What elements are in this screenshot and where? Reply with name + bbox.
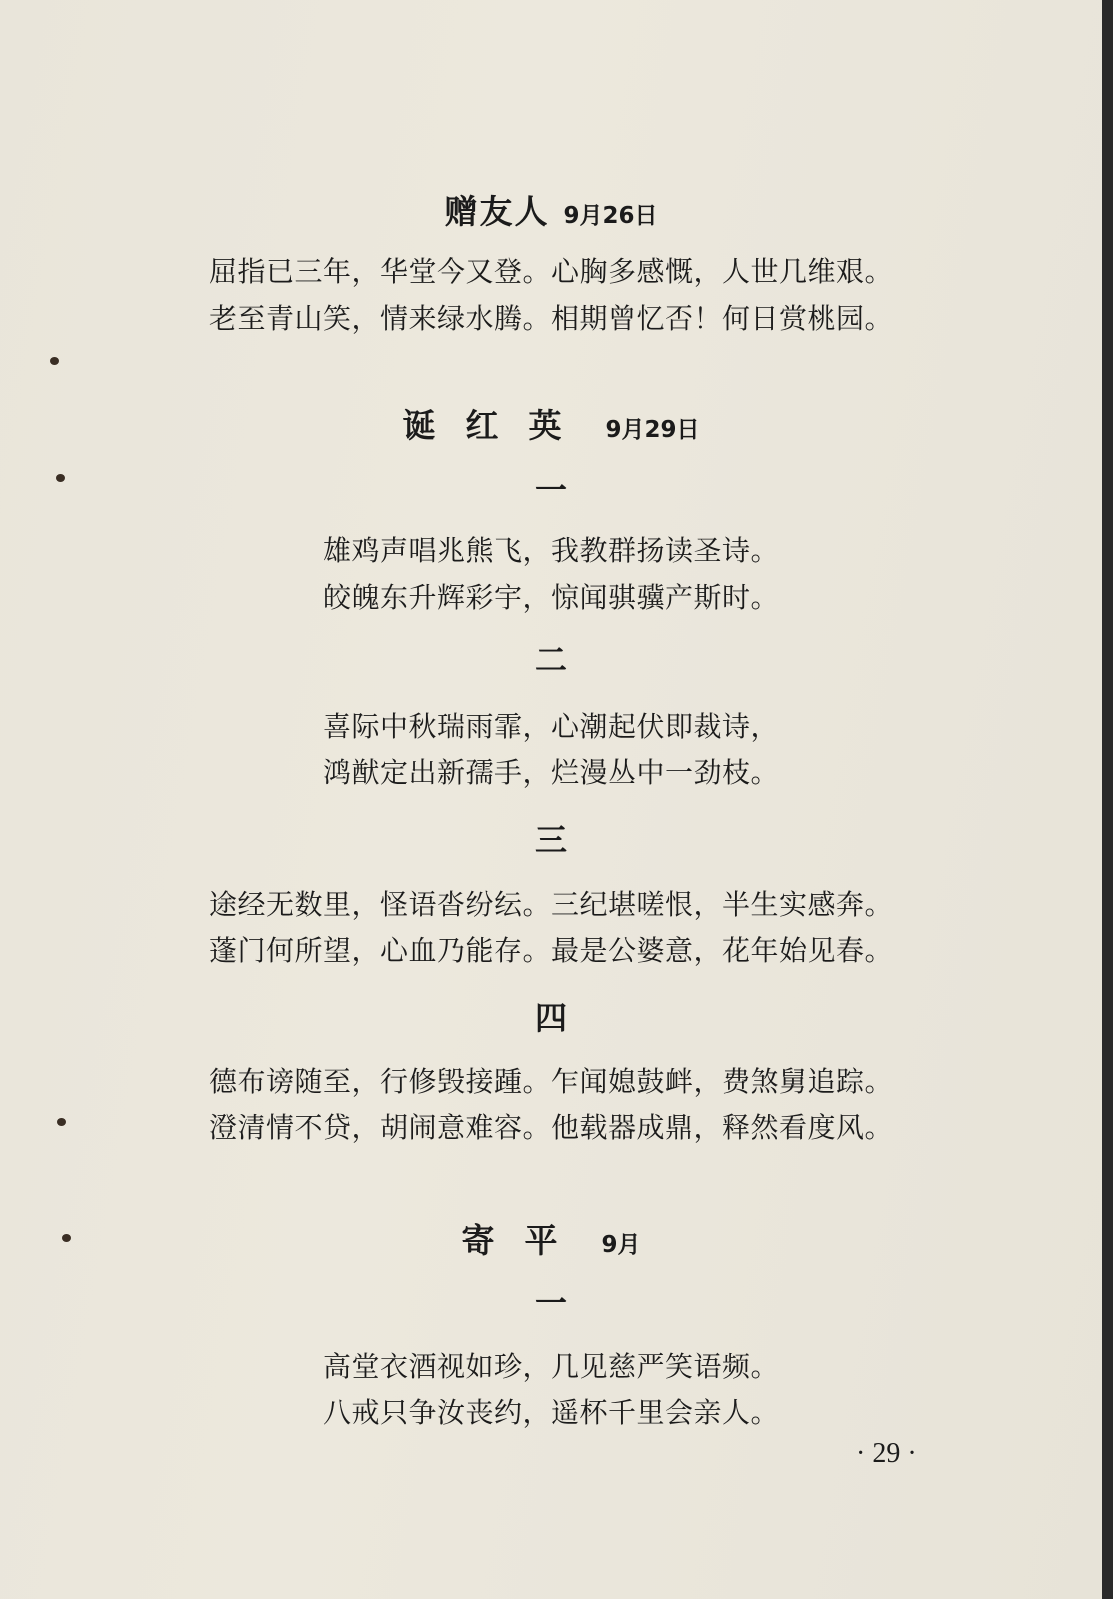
- poem-date: 9月: [601, 1232, 641, 1258]
- section-numeral: 四: [534, 999, 567, 1037]
- binding-hole: [50, 357, 59, 365]
- poem-title: 寄平: [461, 1221, 588, 1260]
- poem-line: 途经无数里，怪语沓纷纭。三纪堪嗟恨，半生实感奔。: [208, 888, 893, 921]
- page-number: · 29 ·: [856, 1438, 917, 1469]
- poem-heading: [0, 400, 1102, 447]
- poem-date: 9月29日: [605, 417, 700, 443]
- poem-line: 喜际中秋瑞雨霏，心潮起伏即裁诗，: [322, 710, 779, 743]
- section-numeral: 一: [534, 1284, 567, 1322]
- section-numeral: 三: [534, 821, 567, 859]
- page-edge-shadow: [1102, 0, 1113, 1599]
- poem-title: 诞红英: [402, 406, 592, 445]
- poem-line: 八戒只争汝丧约，遥杯千里会亲人。: [322, 1396, 779, 1429]
- poem-date: 9月26日: [563, 203, 658, 229]
- poem-heading: [0, 186, 1102, 233]
- poem-line: 澄清情不贷，胡闹意难容。他载器成鼎，释然看度风。: [208, 1111, 893, 1144]
- poem-title: 赠友人: [444, 192, 550, 231]
- poem-line: 德布谤随至，行修毁接踵。乍闻媳鼓衅，费煞舅追踪。: [208, 1065, 893, 1098]
- poem-line: 老至青山笑，情来绿水腾。相期曾忆否！何日赏桃园。: [208, 302, 893, 335]
- poem-line: 雄鸡声唱兆熊飞，我教群扬读圣诗。: [322, 534, 779, 567]
- poem-line: 高堂衣酒视如珍，几见慈严笑语频。: [322, 1350, 779, 1383]
- poem-line: 蓬门何所望，心血乃能存。最是公婆意，花年始见春。: [208, 934, 893, 967]
- poem-line: 皎魄东升辉彩宇，惊闻骐骥产斯时。: [322, 581, 779, 614]
- section-numeral: 一: [534, 471, 567, 509]
- section-numeral: 二: [534, 641, 567, 679]
- poem-line: 屈指已三年，华堂今又登。心胸多感慨，人世几维艰。: [208, 255, 893, 288]
- poem-heading: [0, 1215, 1102, 1262]
- poem-line: 鸿猷定出新孺手，烂漫丛中一劲枝。: [322, 756, 779, 789]
